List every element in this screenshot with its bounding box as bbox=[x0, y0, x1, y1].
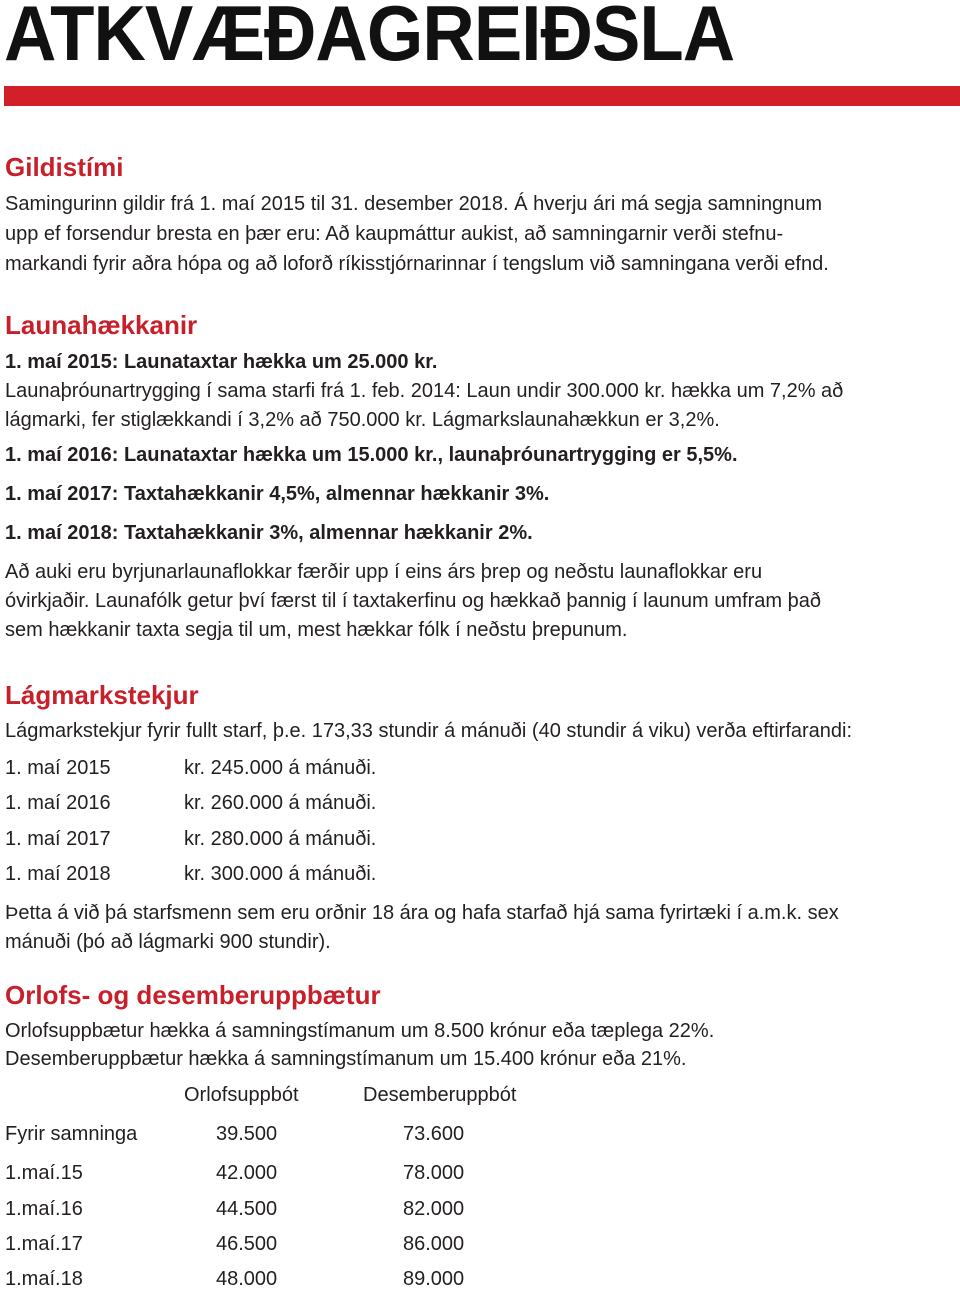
raise-2015: 1. maí 2015: Launataxtar hækka um 25.000 kr. bbox=[5, 351, 438, 373]
min-wage-amount: kr. 300.000 á mánuði. bbox=[184, 863, 377, 885]
min-wage-amount: kr. 260.000 á mánuði. bbox=[184, 792, 377, 814]
table-row-label: 1.maí.15 bbox=[5, 1162, 83, 1184]
table-cell-orlof: 42.000 bbox=[216, 1162, 278, 1184]
heading-lagmarkstekjur: Lágmarkstekjur bbox=[5, 680, 199, 710]
min-wage-date: 1. maí 2018 bbox=[5, 863, 111, 885]
table-header-orlofsuppbot: Orlofsuppbót bbox=[184, 1084, 299, 1106]
launahaekkanir-para-1: Að auki eru byrjunarlaunaflokkar færðir upp í eins árs þrep og neðstu launaflokkar eru bbox=[5, 561, 763, 583]
gildistimi-line-3: markandi fyrir aðra hópa og að loforð ríkisstjórnarinnar í tengslum við samningana verði efnd. bbox=[5, 253, 829, 275]
launahaekkanir-para-3: sem hækkanir taxta segja til um, mest hækkar fólk í neðstu þrepunum. bbox=[5, 619, 628, 641]
min-wage-amount: kr. 280.000 á mánuði. bbox=[184, 828, 377, 850]
heading-orlof: Orlofs- og desemberuppbætur bbox=[5, 980, 381, 1010]
table-header-desemberuppbot: Desemberuppbót bbox=[363, 1084, 517, 1106]
table-row-label: 1.maí.17 bbox=[5, 1233, 83, 1255]
table-cell-orlof: 44.500 bbox=[216, 1198, 278, 1220]
lagmarkstekjur-note-2: mánuði (þó að lágmarki 900 stundir). bbox=[5, 931, 331, 953]
table-cell-desember: 86.000 bbox=[403, 1233, 465, 1255]
heading-launahaekkanir: Launahækkanir bbox=[5, 310, 198, 340]
raise-2015-detail-1: Launaþróunartrygging í sama starfi frá 1. feb. 2014: Laun undir 300.000 kr. hækka um 7,2% að bbox=[5, 380, 844, 402]
min-wage-date: 1. maí 2016 bbox=[5, 792, 111, 814]
orlof-line-1: Orlofsuppbætur hækka á samningstímanum um 8.500 krónur eða tæplega 22%. bbox=[5, 1020, 715, 1042]
table-cell-desember: 73.600 bbox=[403, 1123, 465, 1145]
min-wage-amount: kr. 245.000 á mánuði. bbox=[184, 757, 377, 779]
raise-2018: 1. maí 2018: Taxtahækkanir 3%, almennar hækkanir 2%. bbox=[5, 522, 533, 544]
page-title: ATKVÆÐAGREIÐSLA bbox=[4, 0, 735, 77]
table-cell-orlof: 46.500 bbox=[216, 1233, 278, 1255]
gildistimi-line-1: Samingurinn gildir frá 1. maí 2015 til 31. desember 2018. Á hverju ári má segja samningnum bbox=[5, 193, 823, 215]
raise-2015-detail-2: lágmarki, fer stiglækkandi í 3,2% að 750.000 kr. Lágmarkslaunahækkun er 3,2%. bbox=[5, 409, 720, 431]
gildistimi-line-2: upp ef forsendur bresta en þær eru: Að kaupmáttur aukist, að samningarnir verði stefnu- bbox=[5, 223, 784, 245]
lagmarkstekjur-note-1: Þetta á við þá starfsmenn sem eru orðnir 18 ára og hafa starfað hjá sama fyrirtæki í a.m.k. sex bbox=[5, 902, 839, 924]
heading-gildistimi: Gildistími bbox=[5, 152, 124, 182]
table-cell-orlof: 48.000 bbox=[216, 1268, 278, 1290]
table-cell-desember: 89.000 bbox=[403, 1268, 465, 1290]
lagmarkstekjur-intro: Lágmarkstekjur fyrir fullt starf, þ.e. 173,33 stundir á mánuði (40 stundir á viku) verða eftirfarandi: bbox=[5, 720, 853, 742]
orlof-line-2: Desemberuppbætur hækka á samningstímanum um 15.400 krónur eða 21%. bbox=[5, 1048, 687, 1070]
table-row-label: Fyrir samninga bbox=[5, 1123, 138, 1145]
table-row-label: 1.maí.16 bbox=[5, 1198, 83, 1220]
min-wage-date: 1. maí 2017 bbox=[5, 828, 111, 850]
min-wage-date: 1. maí 2015 bbox=[5, 757, 111, 779]
table-cell-desember: 82.000 bbox=[403, 1198, 465, 1220]
raise-2017: 1. maí 2017: Taxtahækkanir 4,5%, almennar hækkanir 3%. bbox=[5, 483, 550, 505]
launahaekkanir-para-2: óvirkjaðir. Launafólk getur því færst til í taxtakerfinu og hækkað þannig í launum umfram það bbox=[5, 590, 821, 612]
table-cell-desember: 78.000 bbox=[403, 1162, 465, 1184]
title-red-bar bbox=[4, 86, 960, 106]
table-row-label: 1.maí.18 bbox=[5, 1268, 83, 1290]
table-cell-orlof: 39.500 bbox=[216, 1123, 278, 1145]
raise-2016: 1. maí 2016: Launataxtar hækka um 15.000 kr., launaþróunartrygging er 5,5%. bbox=[5, 444, 738, 466]
